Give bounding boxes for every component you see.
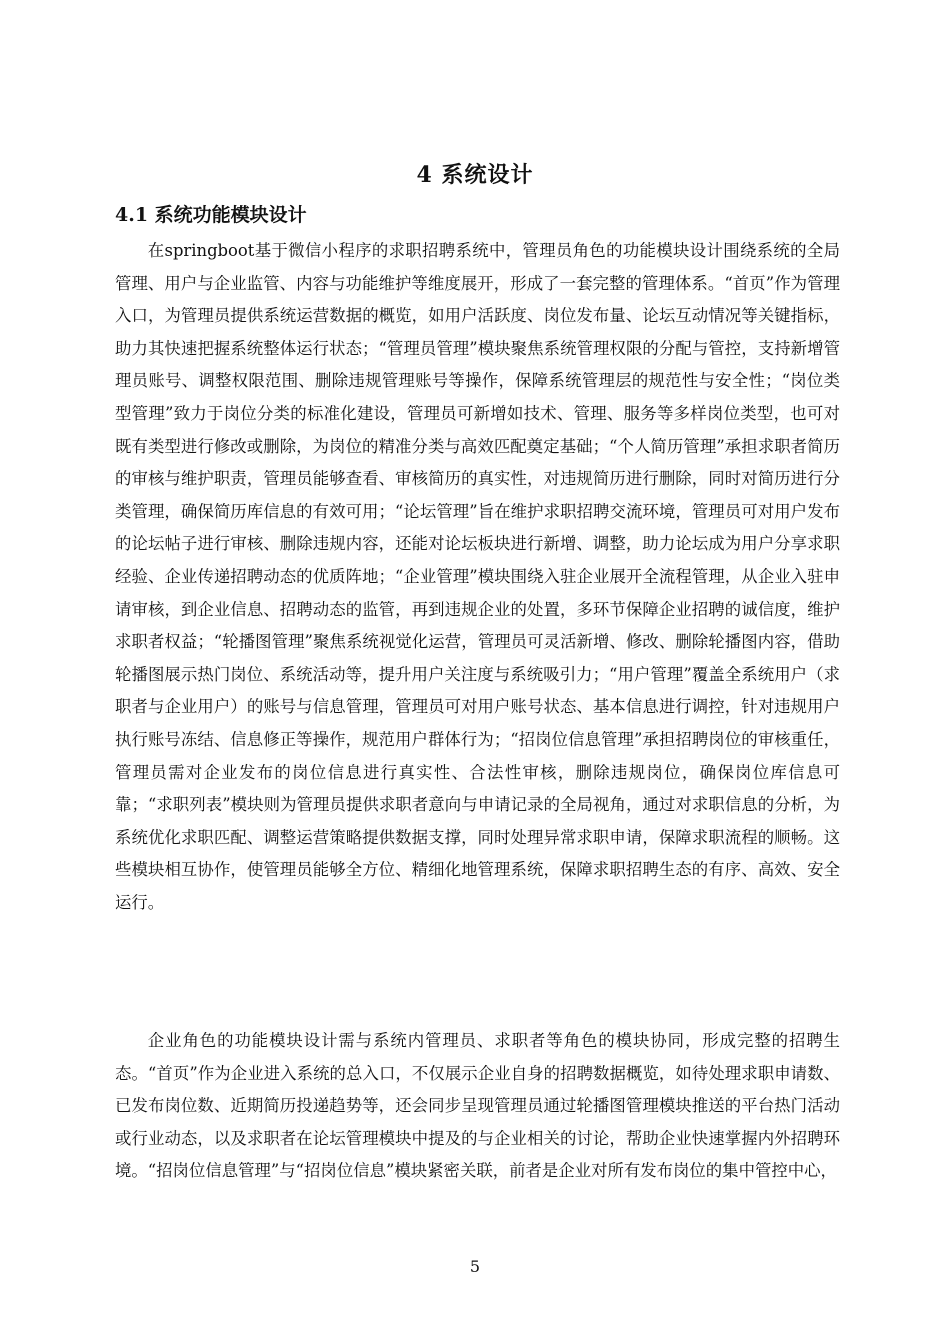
page-number: 5 <box>469 1257 481 1276</box>
chapter-title: 4 系统设计 <box>416 162 534 188</box>
body-paragraph-block-2 <box>115 1025 840 1188</box>
paragraph-admin-modules: 在springboot基于微信小程序的求职招聘系统中，管理员角色的功能模块设计围绕系统的全局管理、用户与企业监管、内容与功能维护等维度展开，形成了一套完整的管理体系。“首页”作为管理入口，为管理员提供系统运营数据的概览，如用户活跃度、岗位发布量、论坛互动情况等关键指标，助力其快速把握系统整体运行状态；“管理员管理”模块聚焦系统管理权限的分配与管控，支持新增管理员账号、调整权限范围、删除违规管理账号等操作，保障系统管理层的规范性与安全性；“岗位类型管理”致力于岗位分类的标准化建设，管理员可新增如技术、管理、服务等多样岗位类型，也可对既有类型进行修改或删除，为岗位的精准分类与高效匹配奠定基础；“个人简历管理”承担求职者简历的审核与维护职责，管理员能够查看、审核简历的真实性，对违规简历进行删除，同时对简历进行分类管理，确保简历库信息的有效可用；“论坛管理”旨在维护求职招聘交流环境，管理员可对用户发布的论坛帖子进行审核、删除违规内容，还能对论坛板块进行新增、调整，助力论坛成为用户分享求职经验、企业传递招聘动态的优质阵地；“企业管理”模块围绕入驻企业展开全流程管理，从企业入驻申请审核，到企业信息、招聘动态的监管，再到违规企业的处置，多环节保障企业招聘的诚信度，维护求职者权益；“轮播图管理”聚焦系统视觉化运营，管理员可灵活新增、修改、删除轮播图内容，借助轮播图展示热门岗位、系统活动等，提升用户关注度与系统吸引力；“用户管理”覆盖全系统用户（求职者与企业用户）的账号与信息管理，管理员可对用户账号状态、基本信息进行调控，针对违规用户执行账号冻结、信息修正等操作，规范用户群体行为；“招岗位信息管理”承担招聘岗位的审核重任，管理员需对企业发布的岗位信息进行真实性、合法性审核，删除违规岗位，确保岗位库信息可靠；“求职列表”模块则为管理员提供求职者意向与申请记录的全局视角，通过对求职信息的分析，为系统优化求职匹配、调整运营策略提供数据支撑，同时处理异常求职申请，保障求职流程的顺畅。这些模块相互协作，使管理员能够全方位、精细化地管理系统，保障求职招聘生态的有序、高效、安全运行。 <box>115 241 840 912</box>
paragraph-enterprise-modules: 企业角色的功能模块设计需与系统内管理员、求职者等角色的模块协同，形成完整的招聘生态。“首页”作为企业进入系统的总入口，不仅展示企业自身的招聘数据概览，如待处理求职申请数、已发布岗位数、近期简历投递趋势等，还会同步呈现管理员通过轮播图管理模块推送的平台热门活动或行业动态，以及求职者在论坛管理模块中提及的与企业相关的讨论，帮助企业快速掌握内外招聘环境。“招岗位信息管理”与“招岗位信息”模块紧密关联，前者是企业对所有发布岗位的集中管控中心， <box>115 1031 840 1181</box>
body-paragraph-block-1 <box>115 235 840 919</box>
section-title: 4.1 系统功能模块设计 <box>115 204 307 226</box>
